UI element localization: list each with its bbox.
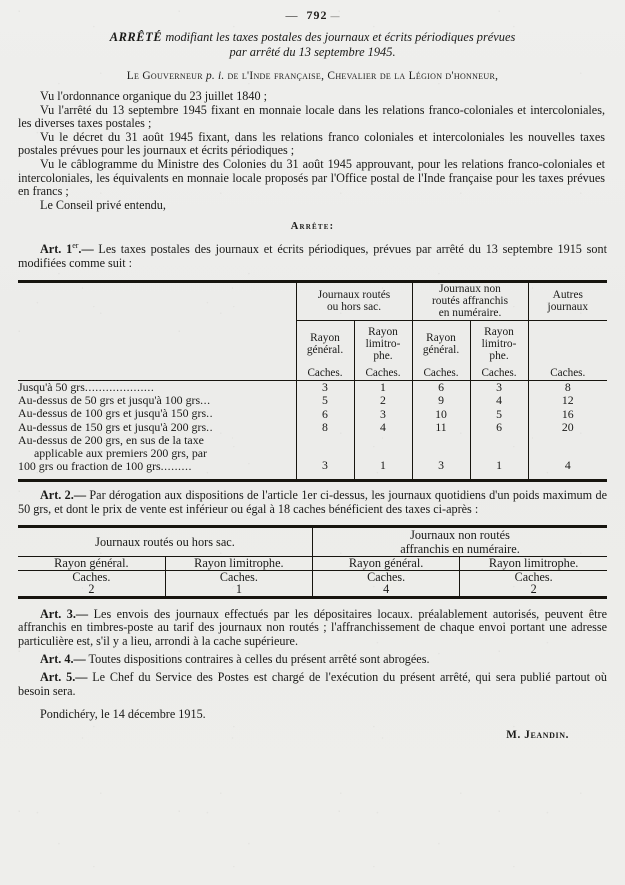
authority-pi: p. i. [205,70,225,82]
cell-value: 4 [354,421,412,434]
cell-value: 8 [296,421,354,434]
document-title [28,30,597,60]
visa-list [18,90,607,212]
row-label-text: Jusqu'à 50 grs [18,379,85,394]
cell-value: 6 [470,421,528,434]
row-label-dots: .................... [84,379,155,394]
table-row [18,421,607,434]
header-group-routes-line2: ou hors sac. [326,301,382,314]
header-sub-rayon-general-1 [296,320,354,367]
cell-value: 8 [528,380,607,394]
cell-value: 1 [354,434,412,474]
table2-header-group-row [18,527,607,557]
t2-group-non-routes [313,527,608,557]
title-line-1: modifiant les taxes postales des journaux et écrits périodiques prévues [165,30,516,44]
cell-value: 5 [296,394,354,407]
article-2-text: Par dérogation aux dispositions de l'article 1er ci-dessus, les journaux quotidiens d'un poids maximum de 50 grs, et dont le prix de vente est inférieur ou égal à 18 caches bénéficient des taxes ci-après : [18,487,607,516]
t2-group-non-routes-line2: affranchis en numéraire. [400,542,520,557]
visa-item: Vu l'ordonnance organique du 23 juillet 1840 ; [40,89,268,103]
visa-item: Vu le décret du 31 août 1945 fixant, dans les relations franco coloniales et intercoloniales les nouvelles taxes postales prévues pour les journaux et écrits périodiques ; [18,129,605,158]
t2-sub-cell: Rayon général. [313,557,460,570]
authority-part-2: de l'Inde française, Chevalier de la Légion d'honneur, [227,70,499,82]
article-5-text: Le Chef du Service des Postes est chargé de l'exécution du présent arrêté, qui sera publié partout où besoin sera. [18,669,607,698]
tariff-table-main [18,280,607,482]
t2-cell-value: 1 [165,583,312,597]
t2-unit-cell: Caches. [165,570,312,583]
page-folio [18,0,607,26]
article-3-text: Les envois des journaux effectués par les dépositaires locaux. préalablement autorisés, peuvent être affranchis en timbres-poste au tarif des journaux non routés ; l'affranchissement de chaque envoi portant une adresse particulière est, s'il y a lieu, arrondi à la cache supérieure. [18,606,608,649]
table-bottom-rule [470,474,528,481]
header-group-routes [296,282,412,321]
title-line-2: par arrêté du 13 septembre 1945. [229,45,396,59]
units-blank-cell [18,367,296,380]
table2-units-row [18,570,607,583]
header-group-non-routes-line3: en numéraire. [438,307,502,320]
article-4-text: Toutes dispositions contraires à celles du présent arrêté sont abrogées. [88,651,430,666]
header-group-non-routes-line2: routés affranchis [432,295,509,308]
page-number: 792 [306,8,328,22]
cell-value: 1 [470,434,528,474]
table-row [18,380,607,394]
sub-1-line2: général. [306,343,344,356]
cell-value: 1 [354,380,412,394]
row-label-line1: Au-dessus de 200 grs, en sus de la taxe [18,432,204,447]
table-header-group-row [18,282,607,321]
t2-unit-cell: Caches. [72,569,111,584]
cell-value: 11 [412,421,470,434]
visa-item: Vu le câblogramme du Ministre des Colonies du 31 août 1945 approuvant, pour les relations franco-coloniales et intercoloniales, les équivalents en monnaie locale proposés par l'Office postal de l'Inde française pour les taxes prévues en francs ; [18,156,605,199]
authority-part-1: Le Gouverneur [126,70,203,82]
table-bottom-rule [412,474,470,481]
dateline: Pondichéry, le 14 décembre 1915. [40,707,206,722]
row-label-dots: .. [206,406,214,421]
folio-dash: — [285,8,299,22]
visa-item: Le Conseil privé entendu, [40,197,166,212]
tariff-table-daily [18,525,607,598]
sub-2-line3: phe. [373,350,393,363]
table-row [18,434,607,474]
unit-cell: Caches. [296,367,354,380]
row-label-dots: ......... [160,459,192,474]
table-blank-cell [18,320,296,367]
arrete-heading: Arrête: [290,221,335,233]
row-label-text: Au-dessus de 100 grs et jusqu'à 150 grs [18,406,207,421]
t2-group-non-routes-line1: Journaux non routés [410,528,510,543]
cell-value: 4 [528,434,607,474]
cell-value: 20 [528,421,607,434]
folio-trailing-mark: — [330,11,340,21]
header-group-non-routes [412,282,528,321]
row-label-text: Au-dessus de 50 grs et jusqu'à 100 grs [18,392,201,407]
header-group-non-routes-line1: Journaux non [439,283,501,295]
t2-group-routes: Journaux routés ou hors sac. [18,527,313,557]
article-5 [18,671,607,699]
article-1-sup: er [72,241,79,251]
t2-sub-cell: Rayon limitrophe. [460,557,607,570]
table-row [18,407,607,420]
cell-value: 16 [528,407,607,420]
table-header-sub-row [18,320,607,367]
table-units-row [18,367,607,380]
sub-3-line1: Rayon [426,331,456,344]
cell-value: 3 [412,434,470,474]
article-1 [18,239,607,271]
cell-value: 3 [470,380,528,394]
header-group-autres-line1: Autres [552,289,583,302]
cell-value: 3 [296,434,354,474]
table-corner-blank [18,282,296,321]
header-sub-autres-blank [528,320,607,367]
closing-articles [18,608,607,699]
header-sub-rayon-limitrophe-2 [470,320,528,367]
cell-value: 6 [296,407,354,420]
header-sub-rayon-general-2 [412,320,470,367]
row-label [18,434,296,474]
article-3 [18,608,607,649]
sub-1-line1: Rayon [310,331,340,344]
header-sub-rayon-limitrophe-1 [354,320,412,367]
cell-value: 4 [470,394,528,407]
article-4-label: Art. 4.— [40,651,86,666]
sub-4-line3: phe. [489,350,509,363]
cell-value: 3 [296,380,354,394]
table-bottom-rule [354,474,412,481]
t2-sub-cell: Rayon général. [18,557,165,570]
cell-value: 2 [354,394,412,407]
title-keyword: ARRÊTÉ [109,30,163,44]
article-2-label: Art. 2.— [40,487,87,502]
row-label-line2: applicable aux premiers 200 grs, par [34,446,208,461]
signature: M. Jeandin. [506,729,569,742]
visa-item: Vu l'arrêté du 13 septembre 1945 fixant en monnaie locale dans les relations franco-coloniales et intercoloniales, les diverses taxes postales ; [18,102,605,131]
row-label [18,421,296,434]
sub-4-line1: Rayon [484,325,514,338]
row-label-text: Au-dessus de 150 grs et jusqu'à 200 grs [18,419,207,434]
table-bottom-rule-row [18,474,607,481]
t2-cell-value: 2 [18,583,165,597]
unit-cell: Caches. [528,367,607,380]
table-1-wrapper [18,280,607,482]
row-label-line3: 100 grs ou fraction de 100 grs [18,459,161,474]
sub-4-line2: limitro- [481,337,517,350]
t2-cell-value: 2 [460,583,607,597]
cell-value: 10 [412,407,470,420]
sub-3-line2: général. [422,343,460,356]
unit-cell: Caches. [354,367,412,380]
article-2 [18,489,607,517]
table-bottom-rule [18,474,296,481]
table2-values-row [18,583,607,597]
cell-value: 6 [412,380,470,394]
article-1-dash: .— [78,242,94,257]
table-row [18,394,607,407]
t2-cell-value: 4 [313,583,460,597]
cell-value: 3 [354,407,412,420]
t2-unit-cell: Caches. [460,570,607,583]
cell-value: 5 [470,407,528,420]
t2-unit-cell: Caches. [313,570,460,583]
unit-cell: Caches. [412,367,470,380]
header-group-autres-line2: journaux [547,301,589,314]
authority-line [18,70,607,82]
sub-2-line1: Rayon [368,325,398,338]
row-label [18,407,296,420]
t2-sub-cell: Rayon limitrophe. [165,557,312,570]
cell-value: 12 [528,394,607,407]
table-bottom-rule [528,474,607,481]
article-3-label: Art. 3.— [40,606,89,621]
table2-subheader-row [18,557,607,570]
article-4 [18,653,607,667]
sub-2-line2: limitro- [365,337,401,350]
unit-cell: Caches. [470,367,528,380]
cell-value: 9 [412,394,470,407]
article-5-label: Art. 5.— [40,669,88,684]
article-1-label: Art. 1 [40,242,73,257]
row-label-dots: .. [206,419,214,434]
row-label [18,394,296,407]
article-1-text: Les taxes postales des journaux et écrits périodiques, prévues par arrêté du 13 septembre 1915 sont modifiées comme suit : [18,242,607,271]
row-label-dots: ... [200,392,211,407]
header-group-autres [528,282,607,321]
row-label [18,380,296,394]
table-bottom-rule [296,474,354,481]
table-2-wrapper [18,525,607,598]
header-group-routes-line1: Journaux routés [317,289,391,302]
